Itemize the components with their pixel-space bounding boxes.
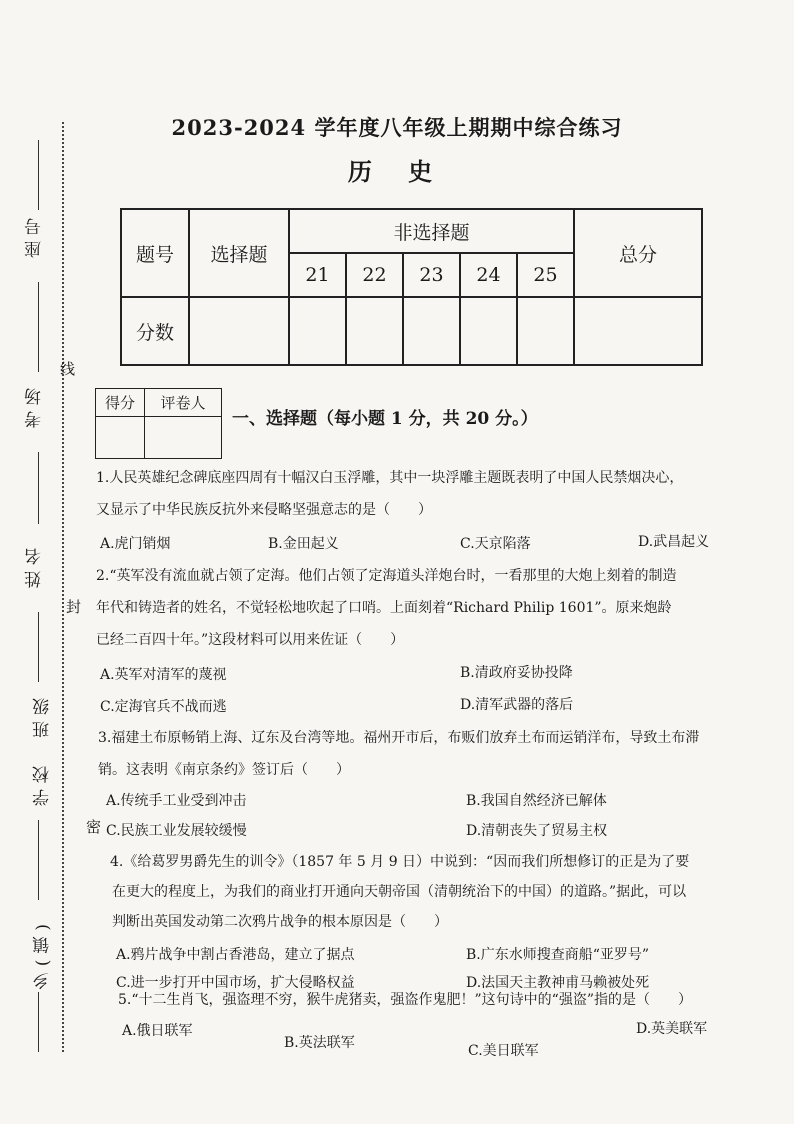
q3-option-d: D.清朝丧失了贸易主权 (466, 823, 608, 839)
room-underline (38, 282, 39, 372)
score-cell-22[interactable] (346, 297, 403, 365)
grader-box (95, 388, 222, 459)
q1-option-d: D.武昌起义 (638, 534, 710, 550)
q4-option-a: A.鸦片战争中割占香港岛，建立了据点 (116, 947, 355, 963)
choice-score-cell[interactable] (189, 297, 289, 365)
q4-option-d: D.法国天主教神甫马赖被处死 (466, 975, 650, 991)
question-23: 23 (403, 253, 460, 297)
room-label: 考场 (25, 382, 45, 428)
q5-option-d: D.英美联军 (636, 1021, 708, 1037)
grader-score-label: 得分 (96, 389, 145, 417)
q1-option-b: B.金田起义 (268, 536, 339, 552)
q4-option-b: B.广东水师搜查商船“亚罗号” (466, 947, 650, 963)
school-label: 学校 (33, 760, 53, 806)
q3-option-b: B.我国自然经济已解体 (466, 793, 607, 809)
q5-option-a: A.俄日联军 (122, 1023, 193, 1039)
q2-option-c: C.定海官兵不战而逃 (100, 699, 227, 715)
score-cell-23[interactable] (403, 297, 460, 365)
line-mark: 线 (60, 360, 76, 378)
total-header: 总分 (574, 209, 702, 297)
q5-option-c: C.美日联军 (468, 1043, 539, 1059)
choice-header: 选择题 (189, 209, 289, 297)
score-cell-25[interactable] (517, 297, 574, 365)
school-underline (38, 820, 39, 900)
seal-mark: 封 (66, 598, 82, 616)
q1-option-c: C.天京陷落 (460, 536, 531, 552)
secret-mark: 密 (86, 818, 102, 836)
subject-title: 历 史 (347, 157, 447, 186)
town-underline (38, 992, 39, 1052)
grader-name-cell[interactable] (145, 417, 222, 459)
nonchoice-header: 非选择题 (289, 209, 574, 253)
question-number-header: 题号 (121, 209, 189, 297)
binding-dotted-line (62, 122, 64, 1052)
name-underline (38, 452, 39, 524)
section-heading: 一、选择题（每小题 1 分，共 20 分。） (232, 409, 538, 429)
grader-name-label: 评卷人 (145, 389, 222, 417)
q2-line-1: 2.“英军没有流血就占领了定海。他们占领了定海道头洋炮台时，一看那里的大炮上刻着的制造 (96, 568, 677, 584)
question-21: 21 (289, 253, 346, 297)
q4-line-2: 在更大的程度上，为我们的商业打开通向天朝帝国（清朝统治下的中国）的道路。”据此，可以 (112, 884, 687, 900)
class-label: 班级 (33, 692, 53, 738)
score-cell-24[interactable] (460, 297, 517, 365)
town-label: 乡(镇) (33, 918, 53, 990)
total-score-cell[interactable] (574, 297, 702, 365)
question-25: 25 (517, 253, 574, 297)
exam-title: 2023-2024 学年度八年级上期期中综合练习 (171, 115, 623, 140)
q3-line-1: 3.福建土布原畅销上海、辽东及台湾等地。福州开市后，布贩们放弃土布而运销洋布，导致土布滞 (98, 730, 700, 746)
score-table (120, 208, 703, 366)
q2-line-3: 已经二百四十年。”这段材料可以用来佐证（ ） (96, 632, 405, 648)
q3-line-2: 销。这表明《南京条约》签订后（ ） (98, 762, 350, 778)
q1-line-1: 1.人民英雄纪念碑底座四周有十幅汉白玉浮雕，其中一块浮雕主题既表明了中国人民禁烟决心， (96, 470, 684, 486)
question-24: 24 (460, 253, 517, 297)
q4-option-c: C.进一步打开中国市场，扩大侵略权益 (116, 975, 355, 991)
q2-option-d: D.清军武器的落后 (460, 697, 574, 713)
q2-line-2: 年代和铸造者的姓名，不觉轻松地吹起了口哨。上面刻着“Richard Philip 1601”。原来炮龄 (96, 600, 672, 616)
q5-option-b: B.英法联军 (284, 1035, 355, 1051)
q5-line-1: 5.“十二生肖飞，强盗理不穷，猴牛虎猪卖，强盗作鬼肥！”这句诗中的“强盗”指的是（ ） (118, 992, 692, 1008)
q4-line-1: 4.《给葛罗男爵先生的训令》（1857 年 5 月 9 日）中说到：“因而我们所想修订的正是为了要 (110, 854, 690, 870)
q3-option-a: A.传统手工业受到冲击 (106, 793, 247, 809)
q1-line-2: 又显示了中华民族反抗外来侵略坚强意志的是（ ） (96, 502, 432, 518)
grader-score-cell[interactable] (96, 417, 145, 459)
question-22: 22 (346, 253, 403, 297)
q3-option-c: C.民族工业发展较缓慢 (106, 823, 247, 839)
class-underline (38, 612, 39, 682)
name-label: 姓名 (25, 542, 45, 588)
score-cell-21[interactable] (289, 297, 346, 365)
score-row-label: 分数 (121, 297, 189, 365)
q1-option-a: A.虎门销烟 (100, 536, 171, 552)
q2-option-a: A.英军对清军的蔑视 (100, 667, 227, 683)
seat-label: 座号 (25, 212, 45, 258)
q4-line-3: 判断出英国发动第二次鸦片战争的根本原因是（ ） (112, 914, 448, 930)
q2-option-b: B.清政府妥协投降 (460, 665, 573, 681)
